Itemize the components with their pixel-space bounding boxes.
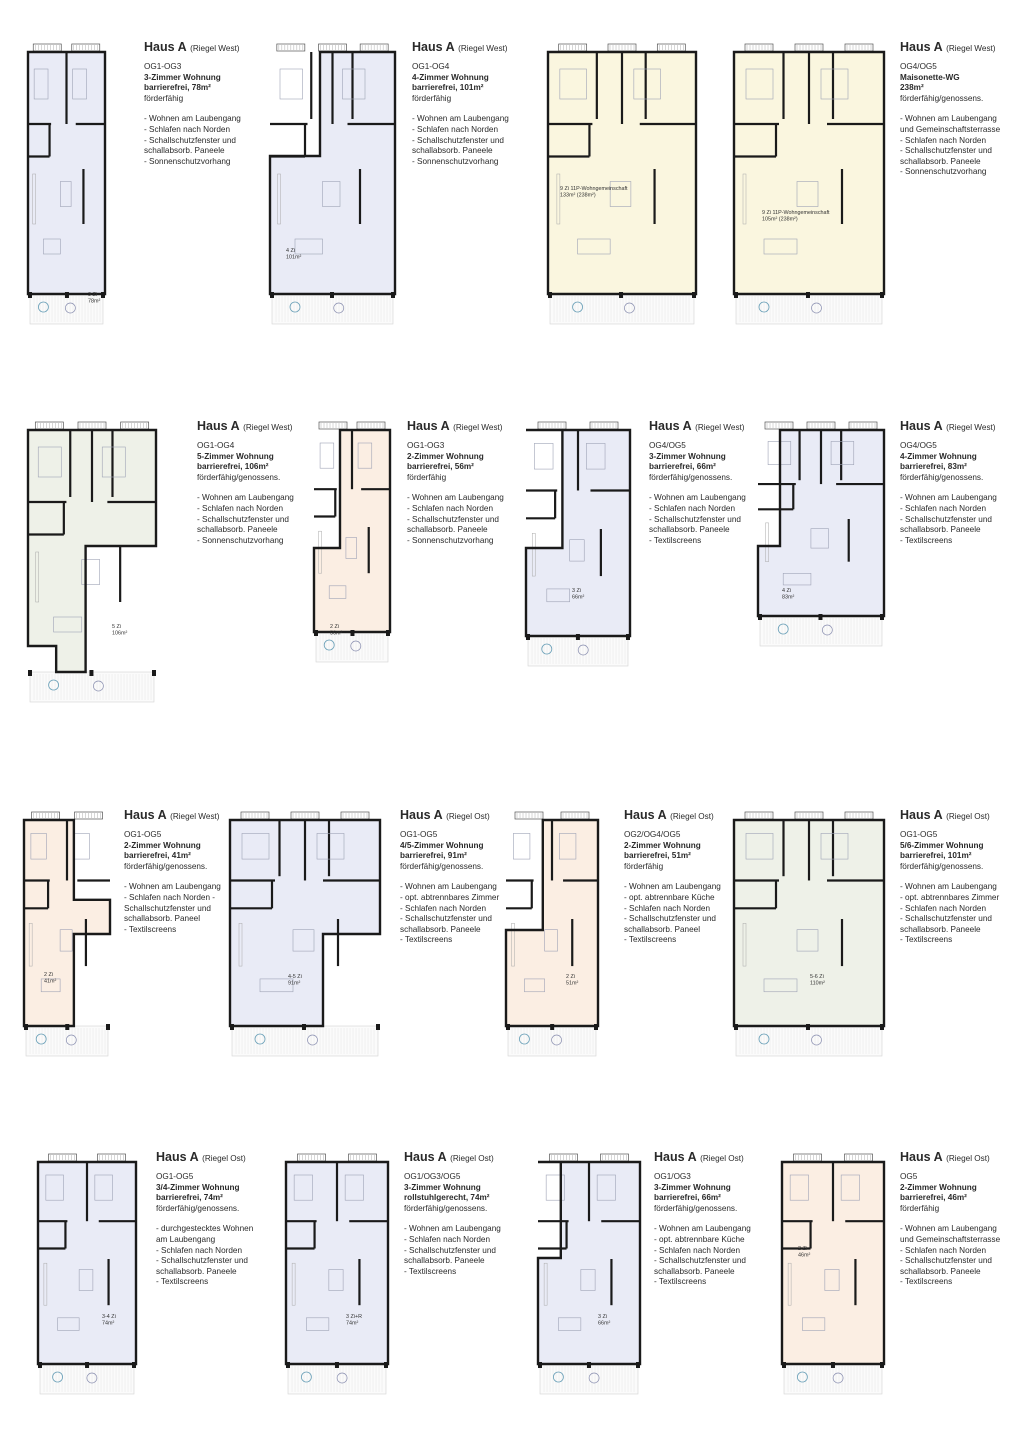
feature-list — [407, 493, 532, 546]
unit-description — [900, 1150, 1024, 1288]
apartment-size: 238m² — [900, 83, 924, 93]
area-label: 41m² — [44, 978, 57, 985]
floor-levels: OG2/OG4/OG5 — [624, 830, 681, 839]
feature-list — [156, 1224, 281, 1288]
room-count-label: 2 Zi — [330, 624, 339, 630]
area-label: 110m² — [810, 980, 825, 987]
apartment-size: barrierefrei, 83m² — [900, 462, 967, 472]
floor-plan — [314, 422, 390, 662]
apartment-type: 3-Zimmer Wohnung — [654, 1182, 731, 1192]
feature-list — [649, 493, 774, 546]
apartment-size: barrierefrei, 78m² — [144, 83, 211, 93]
house-name: Haus A — [400, 808, 443, 822]
feature-item: schallabsorb. Paneele — [400, 924, 481, 934]
unit-title — [407, 419, 532, 435]
funding-status: förderfähig/genossens. — [900, 472, 984, 482]
feature-list — [412, 114, 537, 167]
feature-item: - Wohnen am Laubengang — [412, 114, 509, 124]
unit-title — [900, 419, 1024, 435]
feature-list — [624, 882, 749, 946]
room-count-label: 4-5 Zi — [288, 974, 302, 980]
feature-item: - durchgestecktes Wohnen — [156, 1224, 254, 1234]
unit-title — [649, 419, 774, 435]
floor-plan — [734, 44, 884, 324]
room-count-label: 4 Zi — [782, 588, 791, 594]
feature-item: - Schlafen nach Norden — [900, 1245, 987, 1255]
feature-item: - Schallschutzfenster und — [624, 914, 716, 924]
apartment-size: barrierefrei, 41m² — [124, 851, 191, 861]
wing-name: (Riegel West) — [453, 423, 503, 432]
feature-item: schallabsorb. Paneele — [404, 1256, 485, 1266]
feature-item: - Schallschutzfenster und — [404, 1245, 496, 1255]
wing-name: (Riegel West) — [190, 44, 240, 53]
feature-item: - Sonnenschutzvorhang — [900, 167, 987, 177]
floor-plan — [28, 422, 156, 702]
area-label: 46m² — [798, 1252, 811, 1259]
funding-status: förderfähig/genossens. — [649, 472, 733, 482]
feature-list — [900, 1224, 1024, 1288]
feature-item: - Wohnen am Laubengang — [900, 114, 997, 124]
apartment-size: barrierefrei, 106m² — [197, 462, 269, 472]
feature-list — [900, 882, 1024, 946]
feature-list — [197, 493, 322, 546]
feature-item: und Gemeinschaftsterrasse — [900, 124, 1001, 134]
feature-item: schallabsorb. Paneele — [144, 146, 225, 156]
feature-item: - Wohnen am Laubengang — [124, 882, 221, 892]
floor-levels: OG1-OG5 — [124, 830, 162, 839]
feature-item: Schallschutzfenster und — [124, 903, 211, 913]
house-name: Haus A — [412, 40, 455, 54]
house-name: Haus A — [407, 419, 450, 433]
area-label: 101m² — [286, 254, 302, 261]
feature-item: - Wohnen am Laubengang — [649, 493, 746, 503]
apartment-size: rollstuhlgerecht, 74m² — [404, 1193, 490, 1203]
feature-item: - Schallschutzfenster und — [197, 514, 289, 524]
house-name: Haus A — [654, 1150, 697, 1164]
house-name: Haus A — [144, 40, 187, 54]
area-label: 91m² — [288, 980, 301, 987]
area-label: 56m² — [330, 630, 343, 637]
funding-status: förderfähig/genossens. — [900, 861, 984, 871]
unit-description — [156, 1150, 281, 1288]
wing-name: (Riegel Ost) — [946, 1154, 990, 1163]
floor-plan — [28, 44, 105, 324]
feature-item: - Wohnen am Laubengang — [624, 882, 721, 892]
wing-name: (Riegel Ost) — [946, 812, 990, 821]
unit-description — [624, 808, 749, 946]
funding-status: förderfähig — [624, 861, 664, 871]
unit-description — [900, 40, 1024, 178]
area-label: 66m² — [598, 1320, 611, 1327]
funding-status: förderfähig — [900, 1203, 940, 1213]
apartment-size: barrierefrei, 91m² — [400, 851, 467, 861]
floor-plan — [538, 1154, 640, 1394]
apartment-type: 5-Zimmer Wohnung — [197, 451, 274, 461]
wing-name: (Riegel Ost) — [450, 1154, 494, 1163]
wing-name: (Riegel Ost) — [670, 812, 714, 821]
feature-list — [900, 493, 1024, 546]
feature-item: schallabsorb. Paneele — [156, 1266, 237, 1276]
feature-item: - Sonnenschutzvorhang — [144, 156, 231, 166]
floor-levels: OG4/OG5 — [649, 441, 686, 450]
house-name: Haus A — [900, 419, 943, 433]
feature-item: - Schallschutzfenster und — [654, 1256, 746, 1266]
feature-item: - Schlafen nach Norden — [900, 503, 987, 513]
apartment-size: barrierefrei, 56m² — [407, 462, 474, 472]
floor-plan — [758, 422, 884, 646]
unit-description — [144, 40, 269, 167]
area-label: 105m² (238m²) — [762, 216, 798, 223]
feature-item: - Schlafen nach Norden — [900, 903, 987, 913]
area-label: 66m² — [572, 594, 585, 601]
feature-item: - Schallschutzfenster und — [400, 914, 492, 924]
feature-item: - Schlafen nach Norden — [649, 503, 736, 513]
feature-item: - Textilscreens — [156, 1277, 209, 1287]
apartment-size: barrierefrei, 74m² — [156, 1193, 223, 1203]
apartment-type: 4-Zimmer Wohnung — [412, 72, 489, 82]
floor-plan — [734, 812, 884, 1056]
area-label: 83m² — [782, 594, 795, 601]
funding-status: förderfähig/genossens. — [400, 861, 484, 871]
feature-item: - Schlafen nach Norden — [144, 124, 231, 134]
funding-status: förderfähig/genossens. — [900, 93, 984, 103]
feature-item: - Schallschutzfenster und — [407, 514, 499, 524]
unit-title — [900, 808, 1024, 824]
feature-item: schallabsorb. Paneele — [412, 146, 493, 156]
feature-item: - Wohnen am Laubengang — [144, 114, 241, 124]
room-count-label: 3 Zi — [598, 1314, 607, 1320]
wing-name: (Riegel West) — [946, 423, 996, 432]
unit-title — [624, 808, 749, 824]
funding-status: förderfähig/genossens. — [124, 861, 208, 871]
apartment-type: 3-Zimmer Wohnung — [404, 1182, 481, 1192]
apartment-type: 5/6-Zimmer Wohnung — [900, 840, 984, 850]
wing-name: (Riegel West) — [170, 812, 220, 821]
apartment-type: 2-Zimmer Wohnung — [124, 840, 201, 850]
feature-item: - Wohnen am Laubengang — [404, 1224, 501, 1234]
feature-item: - Schlafen nach Norden — [407, 503, 494, 513]
unit-description — [900, 419, 1024, 546]
feature-item: - Wohnen am Laubengang — [400, 882, 497, 892]
house-name: Haus A — [649, 419, 692, 433]
room-count-label: 3-4 Zi — [102, 1314, 116, 1320]
floor-plan — [230, 812, 380, 1056]
feature-list — [654, 1224, 779, 1288]
house-name: Haus A — [900, 1150, 943, 1164]
unit-description — [412, 40, 537, 167]
feature-item: - opt. abtrennbares Zimmer — [400, 892, 500, 902]
feature-item: - Schlafen nach Norden — [197, 503, 284, 513]
feature-item: - opt. abtrennbares Zimmer — [900, 892, 1000, 902]
apartment-type: 3-Zimmer Wohnung — [649, 451, 726, 461]
feature-item: - Sonnenschutzvorhang — [197, 535, 284, 545]
unit-title — [144, 40, 269, 56]
apartment-size: barrierefrei, 46m² — [900, 1193, 967, 1203]
wing-name: (Riegel West) — [458, 44, 508, 53]
room-count-label: 4 Zi — [286, 248, 295, 254]
feature-item: - Schallschutzfenster und — [144, 135, 236, 145]
feature-item: - Schlafen nach Norden — [624, 903, 711, 913]
feature-item: - Schlafen nach Norden — [412, 124, 499, 134]
feature-item: - Schallschutzfenster und — [156, 1256, 248, 1266]
floor-plan — [286, 1154, 388, 1394]
feature-item: - Schallschutzfenster und — [649, 514, 741, 524]
room-count-label: 5 Zi — [112, 624, 121, 630]
feature-item: - opt. abtrennbare Küche — [624, 892, 715, 902]
room-count-label: 3 Zi — [572, 588, 581, 594]
floor-levels: OG1-OG5 — [900, 830, 938, 839]
unit-description — [900, 808, 1024, 946]
apartment-type: 4-Zimmer Wohnung — [900, 451, 977, 461]
house-name: Haus A — [900, 40, 943, 54]
feature-item: - Schlafen nach Norden — [404, 1234, 491, 1244]
feature-item: - Wohnen am Laubengang — [900, 493, 997, 503]
feature-item: - Wohnen am Laubengang — [407, 493, 504, 503]
floor-levels: OG5 — [900, 1172, 918, 1181]
floor-levels: OG1-OG3 — [407, 441, 445, 450]
unit-description — [404, 1150, 529, 1277]
feature-item: schallabsorb. Paneele — [407, 525, 488, 535]
floor-plan — [270, 44, 395, 324]
area-label: 106m² — [112, 630, 128, 637]
feature-list — [404, 1224, 529, 1277]
unit-description — [197, 419, 322, 546]
room-count-label: 3 Zi+R — [346, 1314, 363, 1320]
wing-name: (Riegel West) — [243, 423, 293, 432]
feature-item: - Schlafen nach Norden - — [124, 892, 216, 902]
feature-item: am Laubengang — [156, 1234, 216, 1244]
wing-name: (Riegel Ost) — [700, 1154, 744, 1163]
floor-levels: OG1-OG5 — [156, 1172, 194, 1181]
floor-plan — [526, 422, 630, 666]
floor-levels: OG1/OG3 — [654, 1172, 691, 1181]
unit-title — [197, 419, 322, 435]
floor-plan — [782, 1154, 884, 1394]
wing-name: (Riegel Ost) — [202, 1154, 246, 1163]
feature-item: schallabsorb. Paneel — [624, 924, 701, 934]
feature-item: schallabsorb. Paneele — [654, 1266, 735, 1276]
unit-description — [407, 419, 532, 546]
floor-levels: OG1-OG4 — [412, 62, 450, 71]
feature-item: - Wohnen am Laubengang — [197, 493, 294, 503]
feature-item: - Schallschutzfenster und — [900, 146, 992, 156]
feature-item: - Textilscreens — [124, 924, 177, 934]
feature-list — [900, 114, 1024, 178]
feature-item: - Schlafen nach Norden — [400, 903, 487, 913]
apartment-type: 2-Zimmer Wohnung — [624, 840, 701, 850]
feature-item: - Schallschutzfenster und — [900, 1256, 992, 1266]
feature-item: - Schallschutzfenster und — [900, 514, 992, 524]
area-label: 78m² — [88, 298, 101, 305]
apartment-type: 2-Zimmer Wohnung — [407, 451, 484, 461]
feature-item: - Schlafen nach Norden — [900, 135, 987, 145]
feature-list — [144, 114, 269, 167]
feature-item: - Textilscreens — [900, 935, 953, 945]
floor-plan — [24, 812, 110, 1056]
apartment-type: 3-Zimmer Wohnung — [144, 72, 221, 82]
feature-item: - Schlafen nach Norden — [654, 1245, 741, 1255]
feature-item: - Schallschutzfenster und — [900, 914, 992, 924]
house-name: Haus A — [624, 808, 667, 822]
feature-item: - Schallschutzfenster und — [412, 135, 504, 145]
feature-item: schallabsorb. Paneele — [649, 525, 730, 535]
floor-plan — [38, 1154, 136, 1394]
floor-levels: OG1-OG3 — [144, 62, 182, 71]
feature-item: - Schlafen nach Norden — [156, 1245, 243, 1255]
house-name: Haus A — [900, 808, 943, 822]
house-name: Haus A — [404, 1150, 447, 1164]
feature-item: - Textilscreens — [900, 1277, 953, 1287]
room-count-label: 3 Zi — [88, 292, 97, 298]
unit-title — [654, 1150, 779, 1166]
feature-item: schallabsorb. Paneele — [900, 525, 981, 535]
wing-name: (Riegel West) — [695, 423, 745, 432]
room-count-label: 9 Zi 11P-Wohngemeinschaft — [762, 210, 830, 216]
area-label: 74m² — [346, 1320, 359, 1327]
apartment-size: barrierefrei, 66m² — [649, 462, 716, 472]
apartment-size: barrierefrei, 66m² — [654, 1193, 721, 1203]
funding-status: förderfähig/genossens. — [156, 1203, 240, 1213]
feature-item: - opt. abtrennbare Küche — [654, 1234, 745, 1244]
feature-item: schallabsorb. Paneele — [900, 1266, 981, 1276]
feature-item: schallabsorb. Paneele — [197, 525, 278, 535]
unit-title — [900, 40, 1024, 56]
unit-description — [654, 1150, 779, 1288]
apartment-size: barrierefrei, 101m² — [900, 851, 972, 861]
funding-status: förderfähig — [144, 93, 184, 103]
room-count-label: 2 Zi — [44, 972, 53, 978]
feature-item: - Textilscreens — [400, 935, 453, 945]
feature-item: - Wohnen am Laubengang — [900, 882, 997, 892]
feature-item: - Textilscreens — [624, 935, 677, 945]
feature-item: - Wohnen am Laubengang — [900, 1224, 997, 1234]
feature-item: - Textilscreens — [654, 1277, 707, 1287]
apartment-type: 3/4-Zimmer Wohnung — [156, 1182, 240, 1192]
feature-item: - Textilscreens — [404, 1266, 457, 1276]
funding-status: förderfähig/genossens. — [404, 1203, 488, 1213]
balcony — [550, 294, 694, 324]
unit-title — [900, 1150, 1024, 1166]
floor-levels: OG1-OG5 — [400, 830, 438, 839]
house-name: Haus A — [156, 1150, 199, 1164]
feature-item: - Textilscreens — [649, 535, 702, 545]
funding-status: förderfähig — [412, 93, 452, 103]
area-label: 51m² — [566, 980, 579, 987]
area-label: 74m² — [102, 1320, 115, 1327]
room-count-label: 2 Zi — [798, 1246, 807, 1252]
funding-status: förderfähig — [407, 472, 447, 482]
floor-plan — [548, 44, 696, 324]
feature-item: - Textilscreens — [900, 535, 953, 545]
apartment-size: barrierefrei, 101m² — [412, 83, 484, 93]
floor-levels: OG4/OG5 — [900, 62, 937, 71]
feature-item: - Sonnenschutzvorhang — [407, 535, 494, 545]
house-name: Haus A — [124, 808, 167, 822]
apartment-size: barrierefrei, 51m² — [624, 851, 691, 861]
room-count-label: 5-6 Zi — [810, 974, 824, 980]
room-count-label: 2 Zi — [566, 974, 575, 980]
balcony — [26, 1026, 108, 1056]
funding-status: förderfähig/genossens. — [654, 1203, 738, 1213]
floor-levels: OG1/OG3/OG5 — [404, 1172, 461, 1181]
wing-name: (Riegel West) — [946, 44, 996, 53]
house-name: Haus A — [197, 419, 240, 433]
apartment-type: 2-Zimmer Wohnung — [900, 1182, 977, 1192]
floor-levels: OG4/OG5 — [900, 441, 937, 450]
area-label: 133m² (238m²) — [560, 192, 596, 199]
unit-title — [404, 1150, 529, 1166]
funding-status: förderfähig/genossens. — [197, 472, 281, 482]
unit-title — [156, 1150, 281, 1166]
room-count-label: 9 Zi 11P-Wohngemeinschaft — [560, 186, 628, 192]
feature-item: - Wohnen am Laubengang — [654, 1224, 751, 1234]
feature-item: - Sonnenschutzvorhang — [412, 156, 499, 166]
floor-plan — [506, 812, 598, 1056]
feature-item: schallabsorb. Paneele — [900, 924, 981, 934]
feature-item: schallabsorb. Paneel — [124, 914, 201, 924]
feature-item: und Gemeinschaftsterrasse — [900, 1234, 1001, 1244]
unit-description — [649, 419, 774, 546]
wing-name: (Riegel Ost) — [446, 812, 490, 821]
floor-levels: OG1-OG4 — [197, 441, 235, 450]
feature-item: schallabsorb. Paneele — [900, 156, 981, 166]
unit-title — [412, 40, 537, 56]
apartment-type: Maisonette-WG — [900, 72, 960, 82]
apartment-type: 4/5-Zimmer Wohnung — [400, 840, 484, 850]
